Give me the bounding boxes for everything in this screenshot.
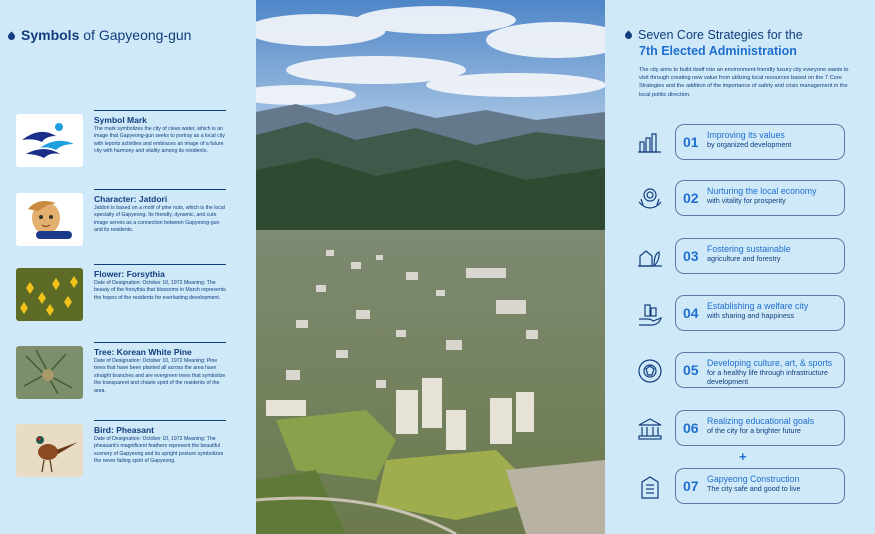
strategy-number: 04 (683, 305, 699, 321)
symbol-description: Date of Designation: October 10, 1972 Meaning: The pheasant's magnificent feathers represent the beautiful scenery of Gapyeong and its upright posture symbolizes the never failing spirit of Gapyeong. (94, 436, 224, 465)
symbol-mark-logo-icon (16, 114, 83, 167)
strategy-title: Nurturing the local economy (707, 186, 817, 196)
bar-chart-icon (637, 130, 663, 156)
strategy-number: 07 (683, 478, 699, 494)
strategy-title: Gapyeong Construction (707, 474, 800, 484)
strategy-subtitle: with vitality for prosperity (707, 196, 786, 205)
culture-circle-icon (637, 358, 663, 384)
pine-nut-character-icon (16, 193, 83, 246)
strategy-number: 01 (683, 134, 699, 150)
strategy-title: Realizing educational goals (707, 416, 815, 426)
symbol-description: The mark symbolizes the city of clean water, which is an image that Gapyeong-gun seeks to portray as a local city with leports activities and embraces an image of a future city with harmony and vitality among its residents. (94, 126, 225, 155)
strategy-05 (637, 352, 845, 388)
strategies-panel (605, 0, 875, 534)
strategies-title (625, 27, 803, 59)
strategy-subtitle: with sharing and happiness (707, 311, 795, 320)
symbols-panel (0, 0, 256, 534)
pheasant-bird-icon (16, 424, 83, 477)
strategy-02 (637, 180, 845, 216)
symbol-divider (94, 420, 226, 421)
symbol-name: Flower: Forsythia (94, 269, 165, 279)
symbol-name: Tree: Korean White Pine (94, 347, 192, 357)
strategies-title-line1: Seven Core Strategies for the (638, 28, 803, 42)
strategy-subtitle: for a healthy life through infrastructure development (707, 368, 829, 386)
symbol-divider (94, 110, 226, 111)
strategy-subtitle: of the city for a brighter future (707, 426, 801, 435)
symbol-name: Symbol Mark (94, 115, 147, 125)
symbol-mark-entry (16, 114, 241, 174)
strategy-text (707, 358, 843, 386)
strategy-text (707, 301, 843, 320)
leaf-bullet-icon (624, 31, 634, 41)
strategy-subtitle: by organized development (707, 140, 792, 149)
strategy-title: Improving its values (707, 130, 785, 140)
symbol-description: Date of Designation: October 10, 1972 Meaning: Pine trees that have been planted all across the area have straight branches and are evergreen trees that symbolize the transparent and chaste spirit of the residents of the area. (94, 358, 226, 394)
symbol-divider (94, 342, 226, 343)
flower-entry (16, 268, 241, 328)
symbol-divider (94, 264, 226, 265)
leaf-bullet-icon (7, 31, 17, 41)
symbol-divider (94, 189, 226, 190)
symbols-title-rest: of Gapyeong-gun (79, 27, 192, 43)
institution-icon (637, 416, 663, 442)
strategy-07 (637, 468, 845, 504)
strategy-box (675, 124, 845, 160)
strategy-03 (637, 238, 845, 274)
strategy-box (675, 352, 845, 388)
strategy-text (707, 474, 843, 493)
strategy-text (707, 416, 843, 435)
bird-entry (16, 424, 241, 484)
hand-city-icon (637, 301, 663, 327)
strategy-subtitle: The city safe and good to live (707, 484, 801, 493)
forsythia-flower-icon (16, 268, 83, 321)
plus-sign: + (739, 449, 747, 464)
strategy-number: 05 (683, 362, 699, 378)
strategy-number: 06 (683, 420, 699, 436)
symbols-title-bold: Symbols (21, 27, 80, 43)
strategy-title: Developing culture, art, & sports (707, 358, 833, 368)
farm-icon (637, 244, 663, 270)
strategy-number: 03 (683, 248, 699, 264)
strategy-text (707, 130, 843, 149)
symbol-description: Date of Designation: October 10, 1972 Meaning: The beauty of the forsythia that blossoms in March represents the hopes of the residents for everlasting development. (94, 280, 226, 301)
hands-coin-icon (637, 186, 663, 212)
strategy-04 (637, 295, 845, 331)
strategy-01 (637, 124, 845, 160)
building-icon (637, 474, 663, 500)
pine-tree-icon (16, 346, 83, 399)
strategies-title-line2: 7th Elected Administration (639, 44, 797, 58)
strategy-title: Establishing a welfare city (707, 301, 809, 311)
strategy-number: 02 (683, 190, 699, 206)
strategy-box (675, 238, 845, 274)
strategy-06 (637, 410, 845, 446)
strategy-box (675, 295, 845, 331)
strategy-box (675, 180, 845, 216)
tree-entry (16, 346, 241, 406)
strategy-subtitle: agriculture and forestry (707, 254, 781, 263)
strategy-box (675, 410, 845, 446)
aerial-city-photo (256, 0, 605, 534)
strategies-intro: The city aims to build itself into an environment-friendly luxury city everyone wants to visit through creating new value from utilizing local resources based on the 7 Core Strategies and the addition of the importance of safety and crisis management in the local politic direction. (639, 67, 849, 98)
strategy-box (675, 468, 845, 504)
strategy-title: Fostering sustainable (707, 244, 791, 254)
character-entry (16, 193, 241, 253)
symbol-name: Bird: Pheasant (94, 425, 154, 435)
symbols-title (8, 27, 191, 43)
strategy-text (707, 244, 843, 263)
symbol-name: Character: Jatdori (94, 194, 168, 204)
strategy-text (707, 186, 843, 205)
symbol-description: Jatdori is based on a motif of pine nuts, which is the local specialty of Gapyeong. Its friendly, dynamic, and cute image serves as a connection between Gapyeong-gun and its residents. (94, 205, 225, 234)
